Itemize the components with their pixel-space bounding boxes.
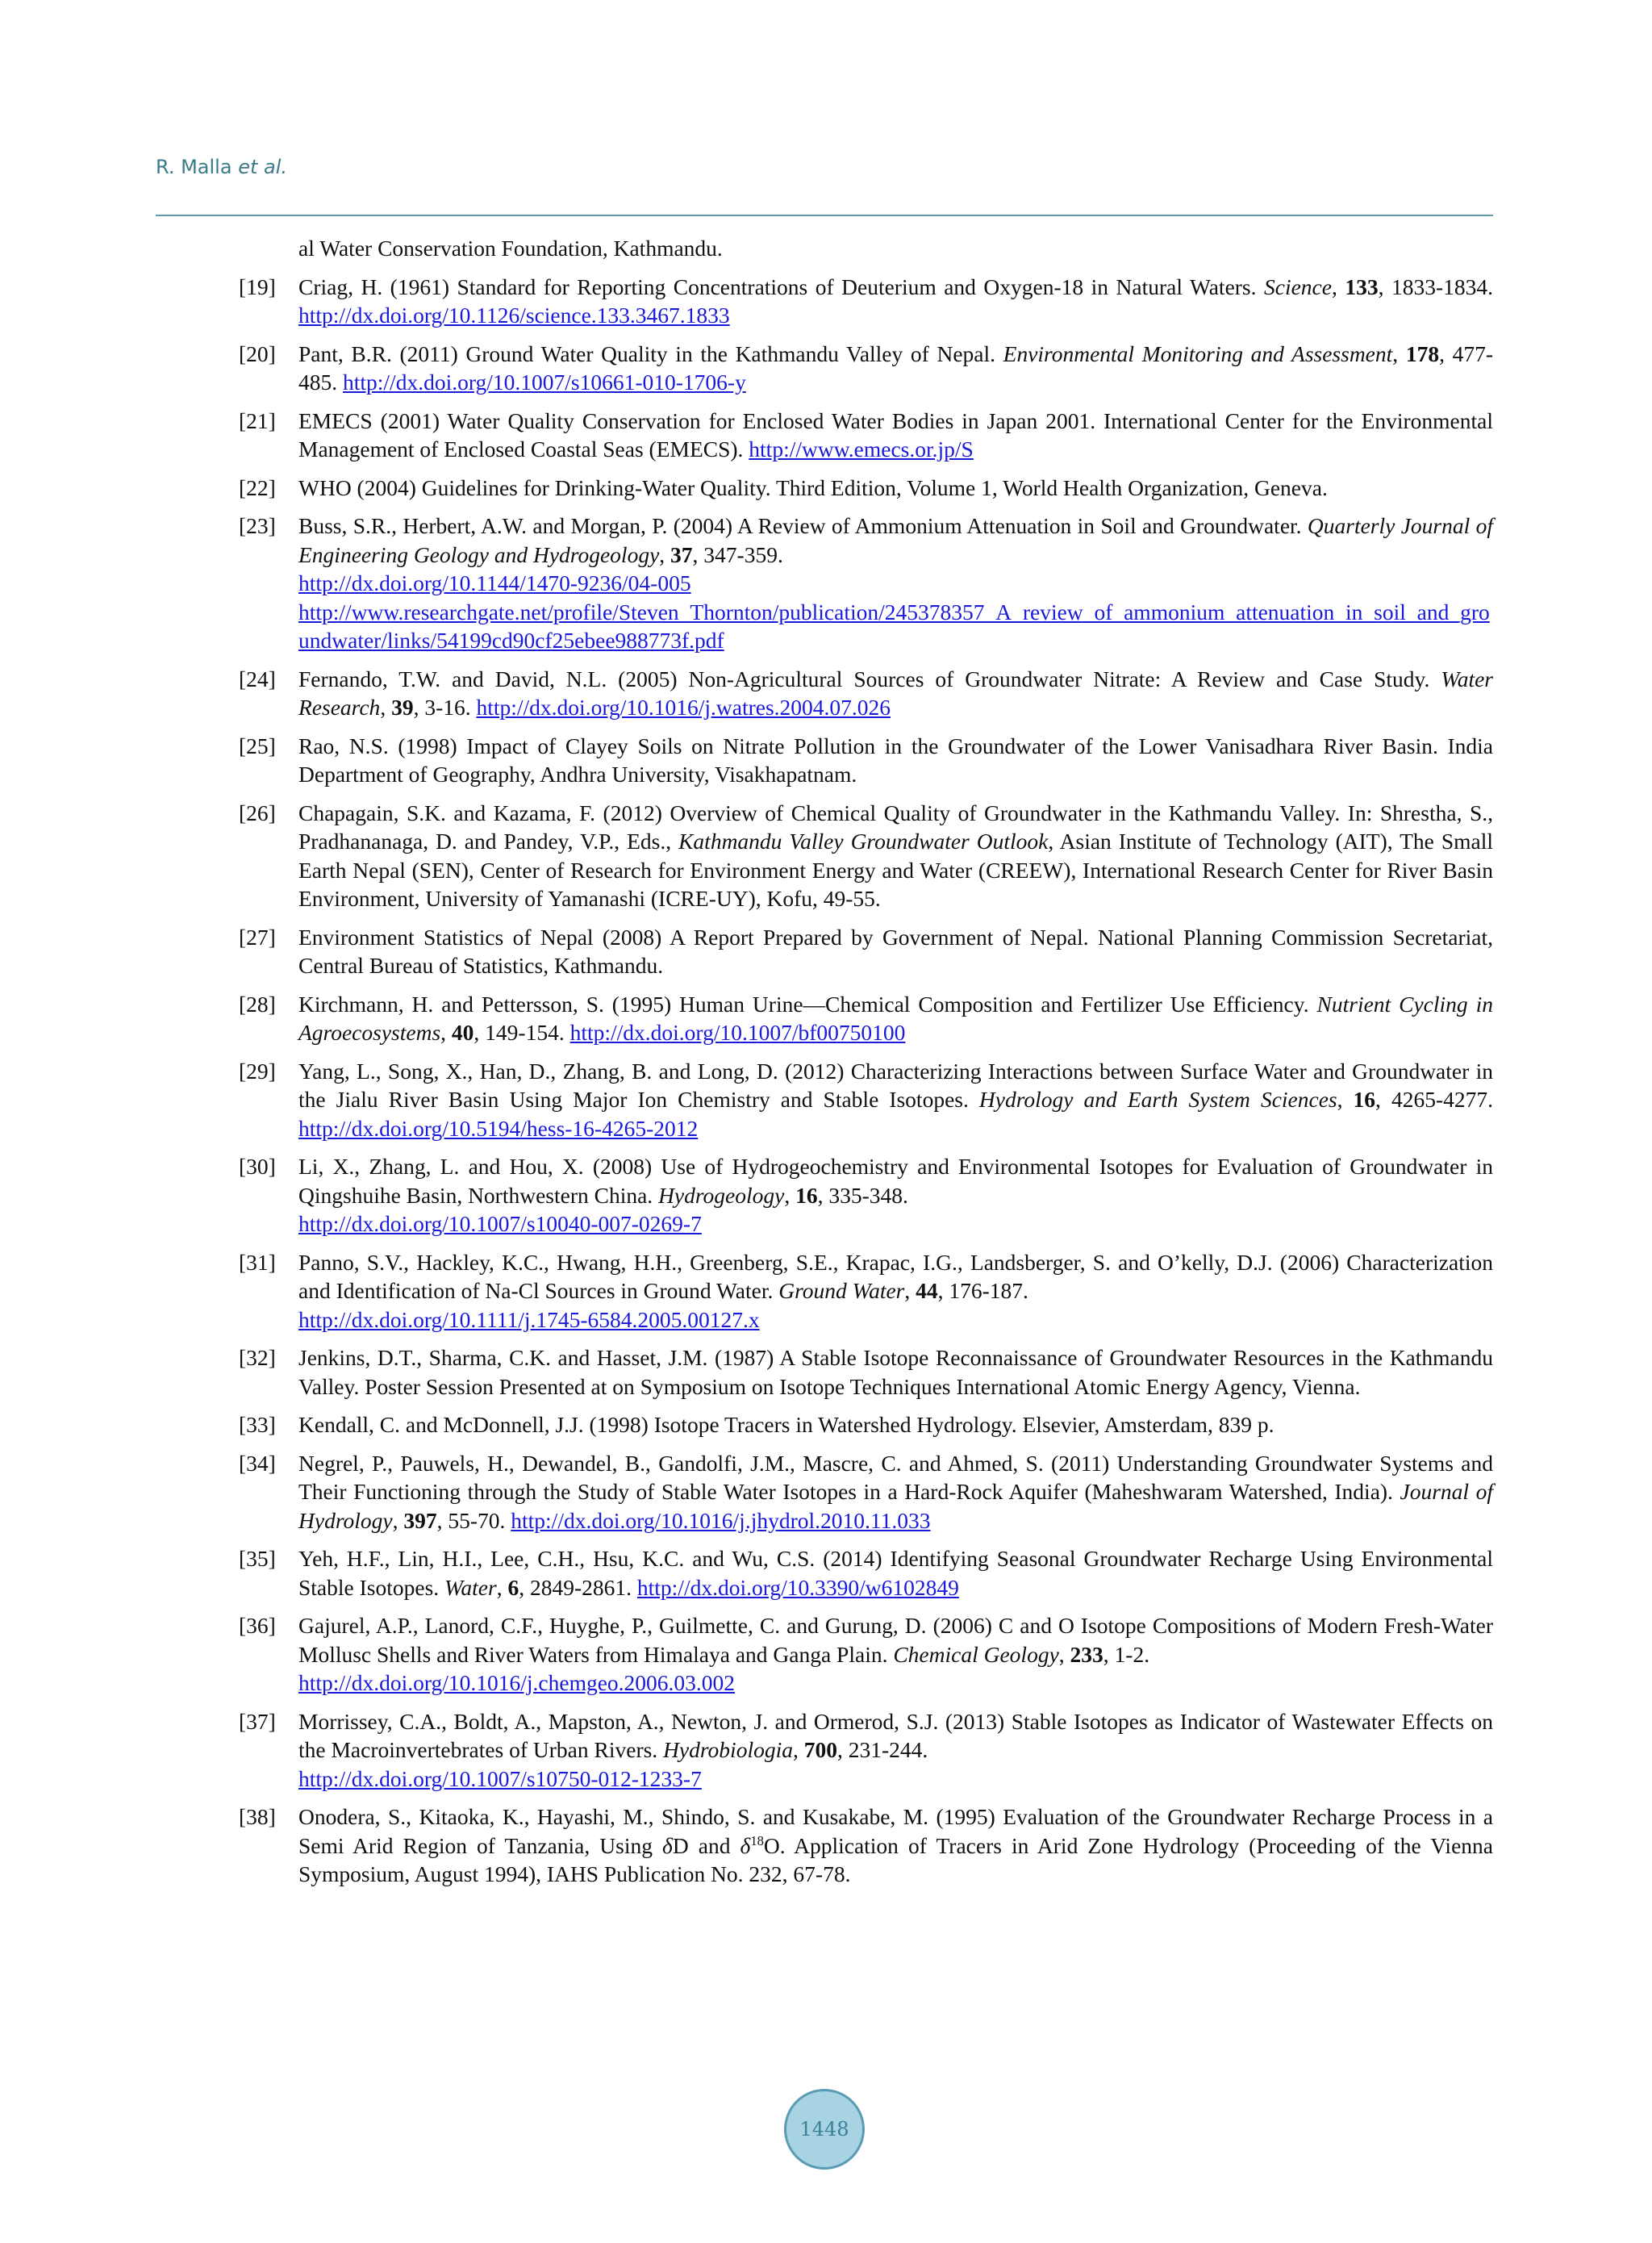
reference-text: Pant, B.R. (2011) Ground Water Quality in the Kathmandu Valley of Nepal.: [298, 340, 1003, 366]
reference-item: [239, 1449, 1493, 1535]
reference-number: [36]: [239, 1613, 276, 1638]
reference-journal: Journal of Hydrology: [298, 1479, 1493, 1533]
reference-number: [37]: [239, 1708, 276, 1734]
reference-text: ,: [380, 695, 392, 720]
reference-link[interactable]: http://dx.doi.org/10.1144/1470-9236/04-005: [298, 570, 691, 595]
reference-link[interactable]: http://dx.doi.org/10.1016/j.chemgeo.2006.03.002: [298, 1670, 736, 1695]
reference-text: Kirchmann, H. and Pettersson, S. (1995) Human Urine—Chemical Composition and Fertilizer Use Efficiency.: [298, 991, 1317, 1017]
reference-item: [239, 923, 1493, 980]
page-number-badge: [784, 2089, 865, 2170]
reference-item: [239, 665, 1493, 722]
reference-text: Panno, S.V., Hackley, K.C., Hwang, H.H., Greenberg, S.E., Krapac, I.G., Landsberger, S. and O’kelly, D.J. (2006) Characterization and Identification of Na-Cl Sources in Ground Water.: [298, 1249, 1493, 1303]
reference-text: , 477-485.: [298, 340, 1493, 395]
reference-number: [19]: [239, 274, 276, 299]
reference-list: [239, 234, 1493, 1898]
reference-text: ,: [1337, 1087, 1354, 1112]
reference-superscript: 18: [750, 1832, 764, 1848]
reference-journal: Hydrogeology: [658, 1182, 785, 1208]
reference-item: [239, 990, 1493, 1047]
reference-number: [20]: [239, 340, 276, 366]
reference-journal: Environmental Monitoring and Assessment: [1003, 340, 1393, 366]
reference-item: [239, 1802, 1493, 1889]
reference-text: , 335-348.: [817, 1182, 908, 1208]
reference-text: , 231-244.: [836, 1737, 928, 1762]
reference-link[interactable]: http://dx.doi.org/10.1007/s10750-012-1233-7: [298, 1765, 702, 1791]
reference-number: [35]: [239, 1546, 276, 1571]
reference-link[interactable]: http://dx.doi.org/10.1007/s10661-010-1706-y: [343, 370, 746, 395]
reference-continuation: al Water Conservation Foundation, Kathmandu.: [298, 236, 723, 261]
reference-number: [23]: [239, 513, 276, 538]
reference-number: [24]: [239, 666, 276, 691]
reference-volume: 397: [403, 1507, 437, 1533]
reference-number: [26]: [239, 800, 276, 825]
reference-item: [239, 1343, 1493, 1401]
reference-text: O. Application of Tracers in Arid Zone Hydrology (Proceeding of the Vienna Symposium, August 1994), IAHS Publication No. 232, 67-78.: [298, 1832, 1493, 1886]
reference-text: Morrissey, C.A., Boldt, A., Mapston, A., Newton, J. and Ormerod, S.J. (2013) Stable Isotopes as Indicator of Wastewater Effects on the Macroinvertebrates of Urban Rivers.: [298, 1708, 1493, 1762]
reference-item: [239, 1611, 1493, 1698]
reference-number: [25]: [239, 733, 276, 758]
reference-item: [239, 407, 1493, 464]
header-rule: [156, 215, 1493, 216]
reference-text: Fernando, T.W. and David, N.L. (2005) Non-Agricultural Sources of Groundwater Nitrate: A Review and Case Study.: [298, 666, 1441, 691]
reference-volume: 233: [1070, 1641, 1103, 1667]
reference-journal: δ: [740, 1832, 751, 1858]
reference-text: Kendall, C. and McDonnell, J.J. (1998) Isotope Tracers in Watershed Hydrology. Elsevier, Amsterdam, 839 p.: [298, 1412, 1274, 1437]
reference-item: [239, 1248, 1493, 1335]
reference-number: [21]: [239, 407, 276, 433]
reference-text: EMECS (2001) Water Quality Conservation for Enclosed Water Bodies in Japan 2001. International Center for the Environmental Management of Enclosed Coastal Seas (EMECS).: [298, 407, 1493, 462]
header-author: R. Malla: [156, 156, 232, 178]
reference-text: , 347-359.: [692, 541, 783, 567]
reference-journal: Science: [1264, 274, 1332, 299]
reference-link[interactable]: http://dx.doi.org/10.1111/j.1745-6584.2005.00127.x: [298, 1306, 760, 1332]
reference-text: ,: [659, 541, 671, 567]
reference-volume: 178: [1405, 340, 1440, 366]
reference-number: [28]: [239, 991, 276, 1017]
reference-number: [31]: [239, 1249, 276, 1275]
reference-link[interactable]: http://dx.doi.org/10.1007/s10040-007-0269-7: [298, 1211, 702, 1236]
reference-text: , 1-2.: [1103, 1641, 1150, 1667]
reference-text: ,: [792, 1737, 804, 1762]
reference-number: [33]: [239, 1412, 276, 1437]
reference-journal: Water Research: [298, 666, 1493, 720]
reference-item: [239, 1057, 1493, 1143]
reference-number: [32]: [239, 1345, 276, 1370]
reference-text: ,: [440, 1020, 452, 1045]
reference-link[interactable]: http://dx.doi.org/10.1016/j.jhydrol.2010.11.033: [511, 1507, 931, 1533]
reference-text: ,: [1331, 274, 1345, 299]
reference-entries: [239, 273, 1493, 1889]
reference-text: Yeh, H.F., Lin, H.I., Lee, C.H., Hsu, K.C. and Wu, C.S. (2014) Identifying Seasonal Groundwater Recharge Using Environmental Stable Isotopes.: [298, 1546, 1493, 1600]
reference-text: Criag, H. (1961) Standard for Reporting Concentrations of Deuterium and Oxygen-18 in Natural Waters.: [298, 274, 1264, 299]
reference-volume: 700: [803, 1737, 837, 1762]
reference-text: Negrel, P., Pauwels, H., Dewandel, B., Gandolfi, J.M., Mascre, C. and Ahmed, S. (2011) Understanding Groundwater Systems and Their Functioning through the Study of Stable Water Isotopes in a Hard-Rock Aquifer (Maheshwaram Watershed, India).: [298, 1450, 1493, 1504]
reference-text: ,: [392, 1507, 404, 1533]
reference-item: [239, 474, 1493, 503]
reference-text: , 55-70.: [436, 1507, 511, 1533]
reference-item: [239, 340, 1493, 397]
reference-link[interactable]: http://dx.doi.org/10.1007/bf00750100: [569, 1020, 906, 1045]
reference-text: WHO (2004) Guidelines for Drinking-Water Quality. Third Edition, Volume 1, World Health Organization, Geneva.: [298, 474, 1328, 500]
reference-text: ,: [904, 1278, 916, 1303]
reference-item: [239, 1152, 1493, 1238]
reference-item: [239, 1410, 1493, 1439]
reference-volume: 37: [670, 541, 693, 567]
reference-number: [30]: [239, 1154, 276, 1179]
reference-text: , 176-187.: [937, 1278, 1028, 1303]
reference-volume: 44: [916, 1278, 938, 1303]
reference-text: D and: [672, 1832, 740, 1858]
reference-item: [239, 1707, 1493, 1794]
reference-text: Environment Statistics of Nepal (2008) A Report Prepared by Government of Nepal. National Planning Commission Secretariat, Central Bureau of Statistics, Kathmandu.: [298, 924, 1493, 978]
reference-item: [239, 799, 1494, 913]
reference-number: [22]: [239, 474, 276, 500]
reference-text: , 1833-1834.: [1378, 274, 1493, 299]
reference-journal: Hydrology and Earth System Sciences: [978, 1087, 1337, 1112]
reference-number: [27]: [239, 924, 276, 950]
reference-text: Jenkins, D.T., Sharma, C.K. and Hasset, J.M. (1987) A Stable Isotope Reconnaissance of Groundwater Resources in the Kathmandu Valley. Poster Session Presented at on Symposium on Isotope Techniques International Atomic Energy Agency, Vienna.: [298, 1345, 1493, 1399]
reference-text: ,: [784, 1182, 796, 1208]
reference-text: , 149-154.: [473, 1020, 570, 1045]
reference-text: Onodera, S., Kitaoka, K., Hayashi, M., Shindo, S. and Kusakabe, M. (1995) Evaluation of the Groundwater Recharge Process in a Semi Arid Region of Tanzania, Using: [298, 1804, 1493, 1858]
reference-text: ,: [1058, 1641, 1070, 1667]
reference-volume: 39: [391, 695, 414, 720]
reference-item: [239, 732, 1493, 789]
reference-link[interactable]: http://dx.doi.org/10.1126/science.133.3467.1833: [298, 303, 730, 328]
reference-text: , 3-16.: [413, 695, 477, 720]
reference-text: Rao, N.S. (1998) Impact of Clayey Soils on Nitrate Pollution in the Groundwater of the Lower Vanisadhara River Basin. India Department of Geography, Andhra University, Visakhapatnam.: [298, 733, 1493, 787]
header-etal: et al.: [238, 156, 287, 178]
reference-link[interactable]: http://www.researchgate.net/profile/Steven_Thornton/publication/245378357_A_review_of_ammonium_attenuation_in_soil_and_groundwater/links/54199cd90cf25ebee988773f.pdf: [298, 599, 1490, 653]
reference-journal: Chemical Geology: [893, 1641, 1059, 1667]
reference-text: Chapagain, S.K. and Kazama, F. (2012) Overview of Chemical Quality of Groundwater in the Kathmandu Valley. In: Shrestha, S., Pradhananaga, D. and Pandey, V.P., Eds.,: [298, 800, 1493, 854]
reference-journal: Water: [444, 1574, 497, 1600]
reference-volume: 40: [451, 1020, 474, 1045]
reference-volume: 133: [1345, 274, 1379, 299]
page-number: 1448: [799, 2118, 849, 2141]
reference-link[interactable]: http://dx.doi.org/10.1016/j.watres.2004.07.026: [476, 695, 891, 720]
reference-journal: Ground Water: [778, 1278, 905, 1303]
reference-text: Yang, L., Song, X., Han, D., Zhang, B. and Long, D. (2012) Characterizing Interactions between Surface Water and Groundwater in the Jialu River Basin Using Major Ion Chemistry and Stable Isotopes.: [298, 1058, 1493, 1112]
reference-text: Gajurel, A.P., Lanord, C.F., Huyghe, P., Guilmette, C. and Gurung, D. (2006) C and O Isotope Compositions of Modern Fresh-Water Mollusc Shells and River Waters from Himalaya and Ganga Plain.: [298, 1613, 1493, 1667]
running-header: [156, 156, 287, 178]
reference-text: ,: [1392, 340, 1406, 366]
reference-number: [38]: [239, 1804, 276, 1829]
reference-text: , 2849-2861.: [519, 1574, 637, 1600]
reference-text: , 4265-4277.: [1375, 1087, 1493, 1112]
reference-journal: Quarterly Journal of Engineering Geology and Hydrogeology: [298, 513, 1493, 567]
reference-volume: 6: [507, 1574, 519, 1600]
reference-text: , Asian Institute of Technology (AIT), The Small Earth Nepal (SEN), Center of Research for Environment Energy and Water (CREEW), International Research Center for River Basin Environment, University of Yamanashi (ICRE-UY), Kofu, 49-55.: [298, 829, 1494, 911]
reference-item: [239, 1544, 1493, 1602]
reference-link[interactable]: http://dx.doi.org/10.5194/hess-16-4265-2012: [298, 1115, 699, 1141]
reference-volume: 16: [1353, 1087, 1376, 1112]
reference-number: [29]: [239, 1058, 276, 1084]
reference-volume: 16: [795, 1182, 818, 1208]
reference-journal: Kathmandu Valley Groundwater Outlook: [678, 829, 1049, 854]
reference-link[interactable]: http://dx.doi.org/10.3390/w6102849: [636, 1574, 959, 1600]
reference-text: ,: [496, 1574, 508, 1600]
reference-link[interactable]: http://www.emecs.or.jp/S: [749, 436, 974, 462]
reference-text: Buss, S.R., Herbert, A.W. and Morgan, P. (2004) A Review of Ammonium Attenuation in Soil and Groundwater.: [298, 513, 1308, 538]
reference-journal: Nutrient Cycling in Agroecosystems: [298, 991, 1493, 1045]
reference-item: [239, 512, 1493, 655]
reference-journal: δ: [662, 1832, 673, 1858]
reference-text: Li, X., Zhang, L. and Hou, X. (2008) Use of Hydrogeochemistry and Environmental Isotopes for Evaluation of Groundwater in Qingshuihe Basin, Northwestern China.: [298, 1154, 1493, 1208]
reference-item: [239, 273, 1493, 330]
reference-number: [34]: [239, 1450, 276, 1476]
reference-journal: Hydrobiologia: [663, 1737, 793, 1762]
